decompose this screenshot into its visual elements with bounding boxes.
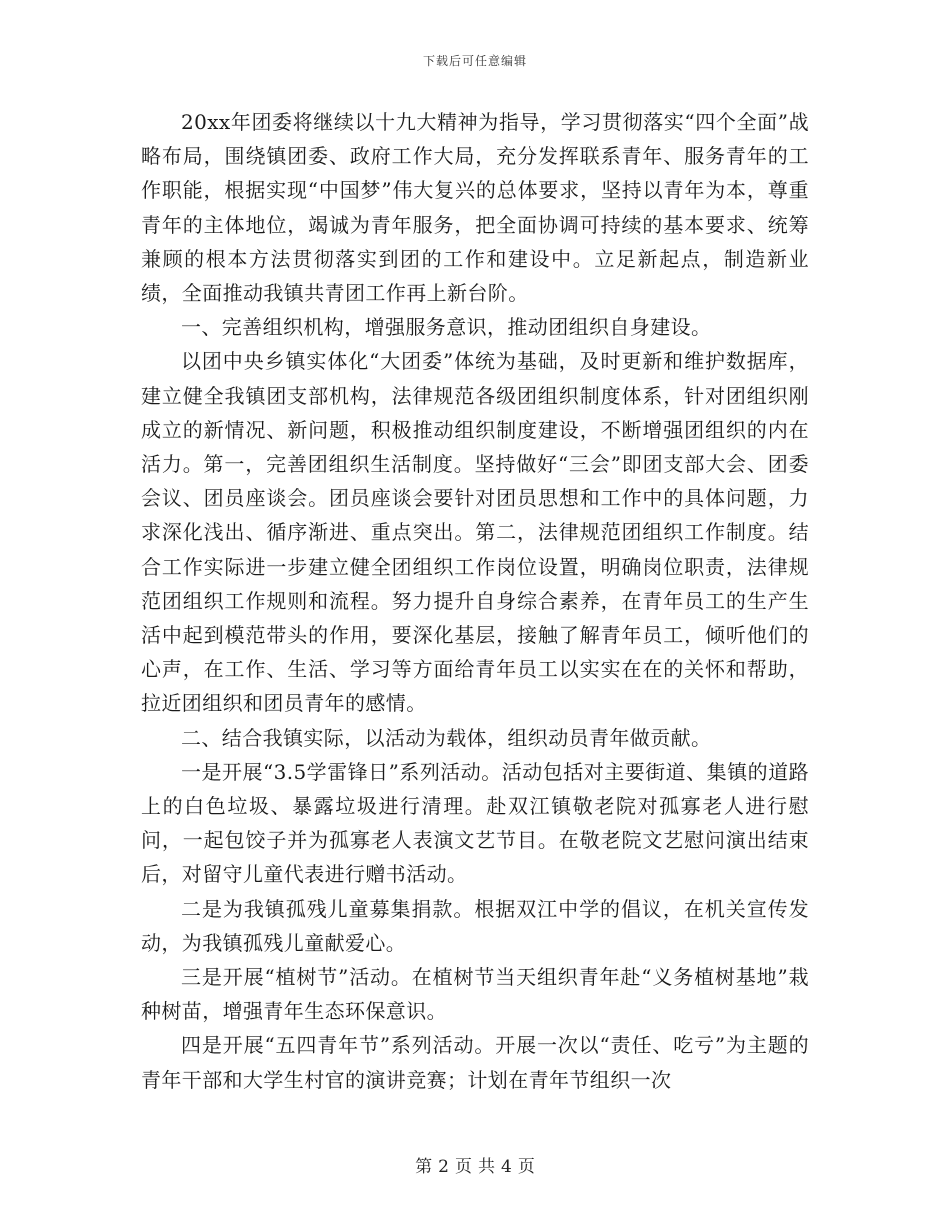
page-header-note: 下载后可任意编辑 (422, 54, 527, 68)
footer-suffix: 页 (517, 1157, 535, 1177)
section-heading-2: 二、结合我镇实际，以活动为载体，组织动员青年做贡献。 (181, 725, 712, 750)
footer-page-word: 页 (455, 1157, 472, 1177)
paragraph-organization: 以团中央乡镇实体化“大团委”体统为基础，及时更新和维护数据库，建立健全我镇团支部机构，法律规范各级团组织制度体系，针对团组织刚成立的新情况、新问题，积极推动组织制度建设，不断增强团组织的内在活力。第一，完善团组织生活制度。坚持做好“三会”即团支部大会、团委会议、团员座谈会。团员座谈会要针对团员思想和工作中的具体问题，力求深化浅出、循序渐进、重点突出。第二，法律规范团组织工作制度。结合工作实际进一步建立健全团组织工作岗位设置，明确岗位职责，法律规范团组织工作规则和流程。努力提升自身综合素养，在青年员工的生产生活中起到模范带头的作用，要深化基层，接触了解青年员工，倾听他们的心声，在工作、生活、学习等方面给青年员工以实实在在的关怀和帮助，拉近团组织和团员青年的感情。 (141, 349, 809, 716)
paragraph-activity-3: 三是开展“植树节”活动。在植树节当天组织青年赴“义务植树基地”栽种树苗，增强青年生态环保意识。 (141, 965, 809, 1024)
footer-total-pages: 4 (501, 1157, 512, 1177)
paragraph-activity-1: 一是开展“3.5学雷锋日”系列活动。活动包括对主要街道、集镇的道路上的白色垃圾、暴露垃圾进行清理。赴双江镇敬老院对孤寡老人进行慰问，一起包饺子并为孤寡老人表演文艺节目。在敬老院文艺慰问演出结束后，对留守儿童代表进行赠书活动。 (141, 759, 809, 887)
document-body (141, 105, 809, 1097)
footer-current-page: 2 (438, 1157, 449, 1177)
page-footer (0, 1152, 950, 1177)
paragraph-activity-2: 二是为我镇孤残儿童募集捐款。根据双江中学的倡议，在机关宣传发动，为我镇孤残儿童献爱心。 (141, 896, 809, 955)
footer-prefix: 第 (415, 1157, 433, 1177)
footer-total-word: 共 (478, 1157, 495, 1177)
section-heading-1: 一、完善组织机构，增强服务意识，推动团组织自身建设。 (181, 315, 712, 340)
paragraph-activity-4: 四是开展“五四青年节”系列活动。开展一次以“责任、吃亏”为主题的青年干部和大学生村官的演讲竞赛；计划在青年节组织一次 (141, 1033, 809, 1092)
paragraph-intro: 20xx年团委将继续以十九大精神为指导，学习贯彻落实“四个全面”战略布局，围绕镇团委、政府工作大局，充分发挥联系青年、服务青年的工作职能，根据实现“中国梦”伟大复兴的总体要求，坚持以青年为本，尊重青年的主体地位，竭诚为青年服务，把全面协调可持续的基本要求、统筹兼顾的根本方法贯彻落实到团的工作和建设中。立足新起点，制造新业绩，全面推动我镇共青团工作再上新台阶。 (141, 110, 809, 306)
